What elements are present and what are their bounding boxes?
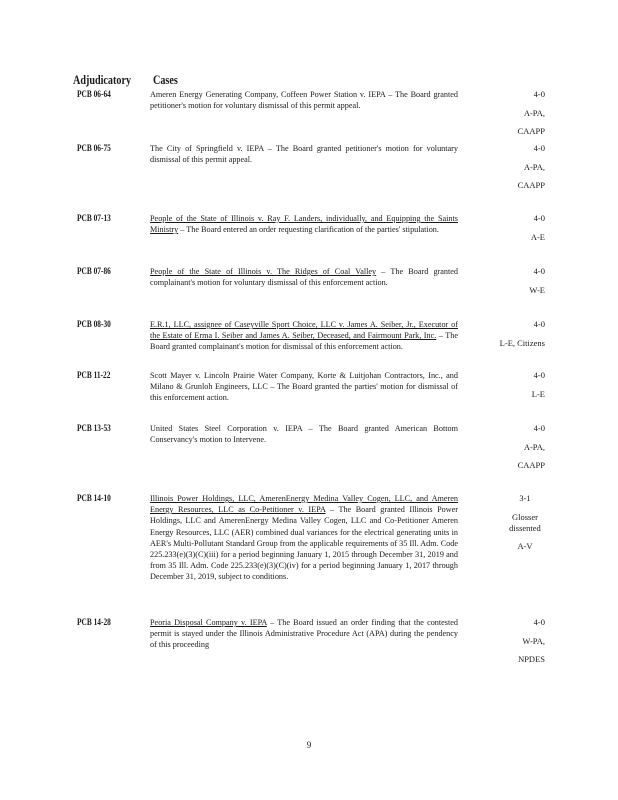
case-vote-line: CAAPP — [517, 126, 545, 136]
case-description — [150, 493, 458, 583]
case-description — [150, 89, 458, 111]
case-text: – The Board granted the parties' motion for dismissal of this enforcement action. — [150, 382, 458, 403]
case-vote-column — [455, 143, 545, 199]
case-vote-line: 3-1 — [519, 493, 531, 503]
case-vote-line: 4-0 — [533, 89, 545, 99]
case-caption-underlined: People of the State of Illinois v. Ray F. Landers, individually, and Equipping the Saints Ministry — [150, 214, 458, 235]
case-vote-column — [455, 493, 545, 560]
case-docket-number: PCB 06-75 — [77, 143, 111, 153]
case-description — [150, 266, 458, 288]
case-vote-line: L-E, Citizens — [499, 337, 545, 348]
case-text: – The Board granted petitioner's motion for voluntary dismissal of this permit appeal. — [150, 144, 458, 165]
case-vote-column — [455, 89, 545, 145]
case-vote-line: 4-0 — [533, 213, 545, 223]
case-vote-line: W-PA, — [522, 635, 545, 646]
case-description — [150, 213, 458, 235]
case-vote-line: A-PA, — [523, 441, 545, 452]
case-text: – The Board entered an order requesting clarification of the parties' stipulation. — [178, 225, 439, 235]
case-vote-line: 4-0 — [533, 423, 545, 433]
case-caption-underlined: People of the State of Illinois v. The Ridges of Coal Valley — [150, 267, 377, 276]
case-description — [150, 423, 458, 445]
case-vote-line: W-E — [529, 284, 545, 295]
case-text: – The Board granted Illinois Power Holdings, LLC and AmerenEnergy Medina Valley Cogen, LLC and Co-Petitioner Ameren Energy Resources, LLC (AER) combined dual variances for the electrical generating units in AER's Multi-Pollutant Standard Group from the applicable requirements of 35 Ill. Adm. Code 225.233(e)(3)(C)(iii) for a period beginning January 1, 2015 through December 31, 2019 and from 35 Ill. Adm. Code 225.233(e)(3)(C)(iv) for a period beginning January 1, 2017 through December 31, 2019, subject to conditions. — [150, 505, 458, 582]
case-vote-line: 4-0 — [533, 370, 545, 380]
case-text: – The Board granted American Bottom Conservancy's motion to Intervene. — [150, 424, 458, 445]
case-vote-line: A-V — [517, 541, 533, 551]
header-cases: Cases — [153, 72, 178, 87]
case-description — [150, 319, 458, 353]
case-description — [150, 370, 458, 404]
case-text: United States Steel Corporation v. IEPA — [150, 424, 303, 433]
page-number: 9 — [306, 740, 312, 750]
case-caption-underlined: E.R.1, LLC, assignee of Caseyville Sport Choice, LLC v. James A. Seiber, Jr., Executor of the Estate of Erma I. Seiber and James A. Seiber, Deceased, and Fairmount Park, Inc. — [150, 320, 458, 341]
case-vote-column — [455, 213, 545, 250]
case-vote-line: Glosser dissented — [509, 511, 541, 533]
case-text: – The Board granted complainant's motion for voluntary dismissal of this enforcement action. — [150, 267, 458, 288]
case-text: – The Board granted complainant's motion for dismissal of this enforcement action. — [150, 331, 458, 352]
case-vote-column — [455, 266, 545, 303]
case-vote-column — [455, 319, 545, 356]
case-text: Ameren Energy Generating Company, Coffeen Power Station v. IEPA — [150, 90, 386, 99]
case-vote-column — [455, 370, 545, 407]
case-docket-number: PCB 07-13 — [77, 213, 111, 223]
case-vote-line: 4-0 — [533, 143, 545, 153]
case-vote-line: CAAPP — [517, 180, 545, 190]
case-vote-line: CAAPP — [517, 460, 545, 470]
case-vote-line: A-E — [530, 231, 545, 242]
case-vote-line: L-E — [531, 388, 545, 399]
case-docket-number: PCB 06-64 — [77, 89, 111, 99]
case-docket-number: PCB 13-53 — [77, 423, 111, 433]
case-docket-number: PCB 07-86 — [77, 266, 111, 276]
case-docket-number: PCB 14-28 — [77, 617, 111, 627]
case-vote-line: 4-0 — [533, 266, 545, 276]
case-description — [150, 617, 458, 651]
case-description — [150, 143, 458, 165]
case-docket-number: PCB 14-10 — [77, 493, 111, 503]
case-docket-number: PCB 08-30 — [77, 319, 111, 329]
case-text: – The Board granted petitioner's motion for voluntary dismissal of this permit appeal. — [150, 90, 459, 111]
case-vote-column — [455, 617, 545, 673]
case-vote-column — [455, 423, 545, 479]
case-vote-line: A-PA, — [523, 161, 545, 172]
case-text: – The Board issued an order finding that the contested permit is stayed under the Illinois Administrative Procedure Act (APA) during the pendency of this proceeding — [150, 618, 458, 650]
case-vote-line: A-PA, — [523, 107, 545, 118]
case-text: The City of Springfield v. IEPA — [150, 144, 264, 153]
case-docket-number: PCB 11-22 — [77, 370, 111, 380]
case-caption-underlined: Peoria Disposal Company v. IEPA — [150, 618, 267, 627]
case-vote-line: NPDES — [518, 654, 545, 664]
case-text: Scott Mayer v. Lincoln Prairie Water Company, Korte & Luitjohan Contractors, Inc., and Milano & Grunloh Engineers, LLC — [150, 371, 458, 392]
case-vote-line: 4-0 — [533, 617, 545, 627]
header-adjudicatory: Adjudicatory — [73, 72, 132, 87]
case-vote-line: 4-0 — [533, 319, 545, 329]
case-caption-underlined: Illinois Power Holdings, LLC, AmerenEnergy Medina Valley Cogen, LLC, and Ameren Energy Resources, LLC as Co-Petitioner v. IEPA — [150, 494, 458, 515]
